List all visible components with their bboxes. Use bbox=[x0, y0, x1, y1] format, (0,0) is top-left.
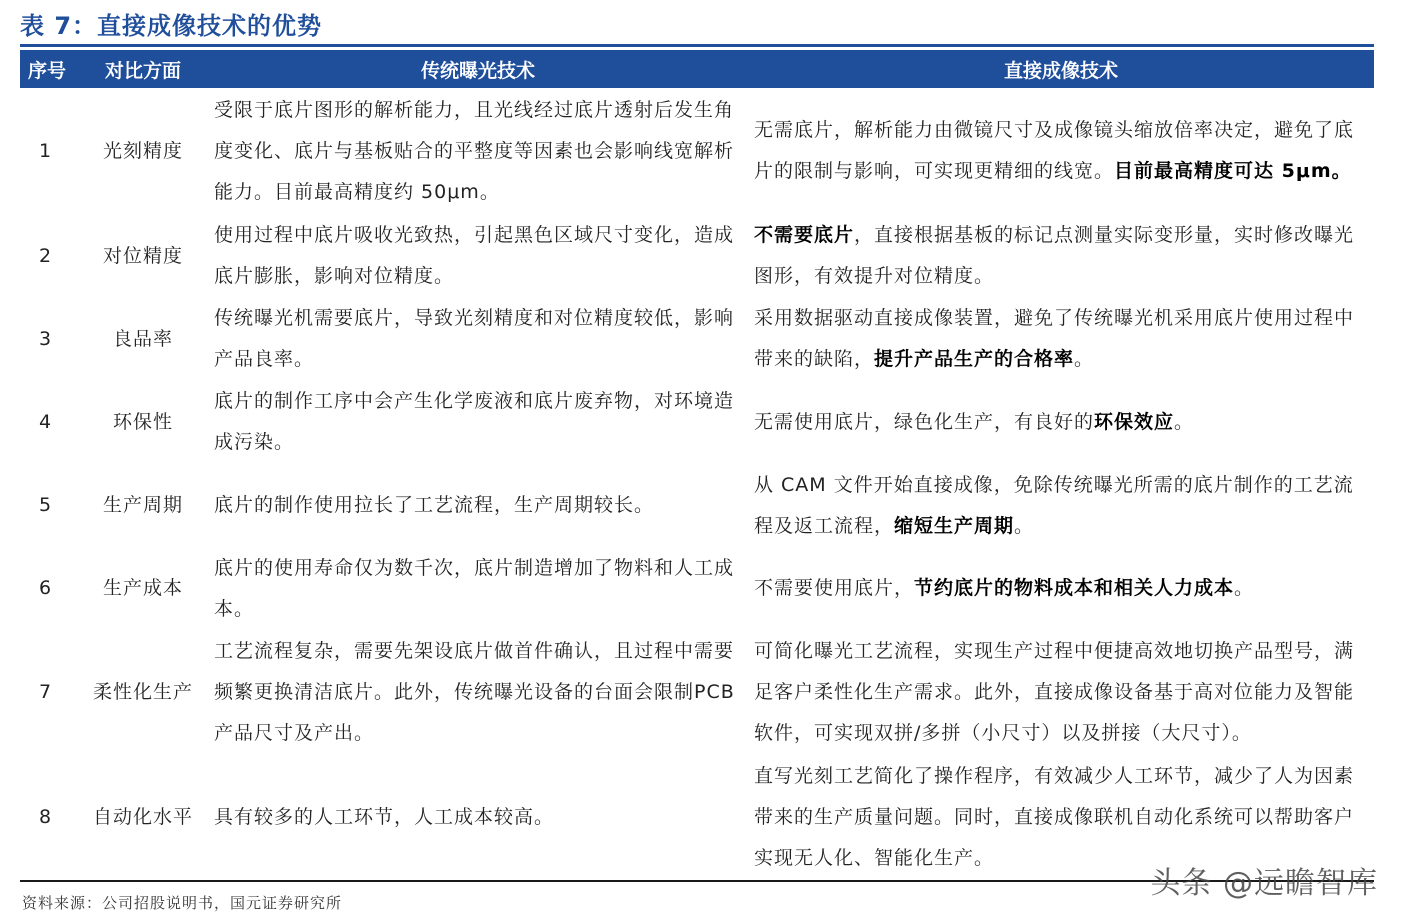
row-traditional: 传统曝光机需要底片，导致光刻精度和对位精度较低，影响产品良率。 bbox=[214, 307, 735, 370]
page-title: 表 7：直接成像技术的优势 bbox=[20, 12, 323, 40]
row-index: 1 bbox=[38, 139, 52, 162]
direct-highlight: 环保效应 bbox=[1094, 410, 1175, 433]
row-aspect: 柔性化生产 bbox=[92, 681, 193, 703]
watermark: 头条 @远瞻智库 bbox=[1150, 866, 1378, 901]
direct-text: 无需使用底片，绿色化生产，有良好的 bbox=[754, 410, 1095, 433]
row-traditional: 具有较多的人工环节，人工成本较高。 bbox=[214, 806, 555, 828]
direct-text: 从 CAM 文件开始直接成像，免除传统曝光所需的底片制作的工艺流程及返工流程， bbox=[754, 473, 1354, 537]
row-index: 6 bbox=[38, 577, 52, 599]
row-index: 7 bbox=[38, 681, 52, 703]
row-traditional: 受限于底片图形的解析能力，且光线经过底片透射后发生角度变化、底片与基板贴合的平整度等因素也会影响线宽解析能力。目前最高精度约 50μm。 bbox=[214, 98, 735, 203]
header-traditional: 传统曝光技术 bbox=[208, 50, 748, 88]
table-row bbox=[20, 298, 1374, 380]
row-aspect: 生产成本 bbox=[102, 577, 183, 599]
header-aspect: 对比方面 bbox=[78, 50, 208, 88]
direct-text-tail: 。 bbox=[1234, 577, 1255, 599]
direct-text-tail: 。 bbox=[1074, 348, 1095, 370]
row-traditional: 底片的制作使用拉长了工艺流程，生产周期较长。 bbox=[214, 494, 655, 516]
direct-highlight: 节约底片的物料成本和相关人力成本 bbox=[914, 577, 1235, 599]
direct-text: 采用数据驱动直接成像装置，避免了传统曝光机采用底片使用过程中带来的缺陷， bbox=[754, 307, 1355, 370]
direct-text-tail: 。 bbox=[1014, 514, 1035, 537]
row-aspect: 良品率 bbox=[112, 327, 173, 350]
title-divider bbox=[20, 44, 1374, 47]
row-direct bbox=[748, 547, 1374, 630]
table-row bbox=[20, 380, 1374, 464]
direct-highlight: 缩短生产周期 bbox=[894, 514, 1015, 537]
direct-highlight: 目前最高精度可达 5μm。 bbox=[1114, 160, 1352, 182]
table-header-row bbox=[20, 50, 1374, 88]
row-index: 3 bbox=[38, 327, 52, 350]
direct-highlight: 提升产品生产的合格率 bbox=[874, 348, 1075, 370]
row-traditional: 底片的使用寿命仅为数千次，底片制造增加了物料和人工成本。 bbox=[214, 556, 735, 620]
table-row bbox=[20, 630, 1374, 755]
row-direct bbox=[748, 464, 1374, 547]
header-direct: 直接成像技术 bbox=[748, 50, 1374, 88]
row-index: 4 bbox=[38, 410, 52, 433]
table-row bbox=[20, 214, 1374, 298]
row-aspect: 对位精度 bbox=[102, 244, 183, 267]
direct-text: 不需要使用底片， bbox=[754, 577, 915, 599]
source-note: 资料来源：公司招股说明书，国元证券研究所 bbox=[22, 894, 343, 912]
row-direct bbox=[748, 298, 1374, 380]
row-direct bbox=[748, 88, 1374, 214]
row-aspect: 生产周期 bbox=[102, 494, 183, 516]
direct-text: 可简化曝光工艺流程，实现生产过程中便捷高效地切换产品型号，满足客户柔性化生产需求。此外，直接成像设备基于高对位能力及智能软件，可实现双拼/多拼（小尺寸）以及拼接（大尺寸）。 bbox=[754, 640, 1355, 744]
row-traditional: 使用过程中底片吸收光致热，引起黑色区域尺寸变化，造成底片膨胀，影响对位精度。 bbox=[214, 224, 735, 287]
row-aspect: 自动化水平 bbox=[92, 806, 193, 828]
row-index: 2 bbox=[38, 244, 52, 267]
table-row bbox=[20, 547, 1374, 630]
row-aspect: 环保性 bbox=[112, 410, 173, 433]
header-index: 序号 bbox=[20, 50, 78, 88]
table-row bbox=[20, 464, 1374, 547]
row-traditional: 工艺流程复杂，需要先架设底片做首件确认，且过程中需要频繁更换清洁底片。此外，传统曝光设备的台面会限制PCB 产品尺寸及产出。 bbox=[214, 640, 735, 744]
row-aspect: 光刻精度 bbox=[102, 139, 183, 162]
row-direct bbox=[748, 214, 1374, 298]
direct-text: 无需底片，解析能力由微镜尺寸及成像镜头缩放倍率决定，避免了底片的限制与影响，可实现更精细的线宽。 bbox=[754, 119, 1355, 182]
row-index: 8 bbox=[38, 806, 52, 828]
direct-text-tail: ，直接根据基板的标记点测量实际变形量，实时修改曝光图形，有效提升对位精度。 bbox=[754, 224, 1355, 287]
row-direct bbox=[748, 630, 1374, 755]
comparison-table bbox=[20, 50, 1374, 880]
row-direct bbox=[748, 380, 1374, 464]
table-row bbox=[20, 88, 1374, 214]
direct-highlight: 不需要底片 bbox=[754, 224, 855, 246]
row-index: 5 bbox=[38, 494, 52, 516]
row-traditional: 底片的制作工序中会产生化学废液和底片废弃物，对环境造成污染。 bbox=[214, 390, 735, 453]
direct-text-tail: 。 bbox=[1174, 410, 1195, 433]
direct-text: 直写光刻工艺简化了操作程序，有效减少人工环节，减少了人为因素带来的生产质量问题。同时，直接成像联机自动化系统可以帮助客户实现无人化、智能化生产。 bbox=[754, 765, 1355, 869]
